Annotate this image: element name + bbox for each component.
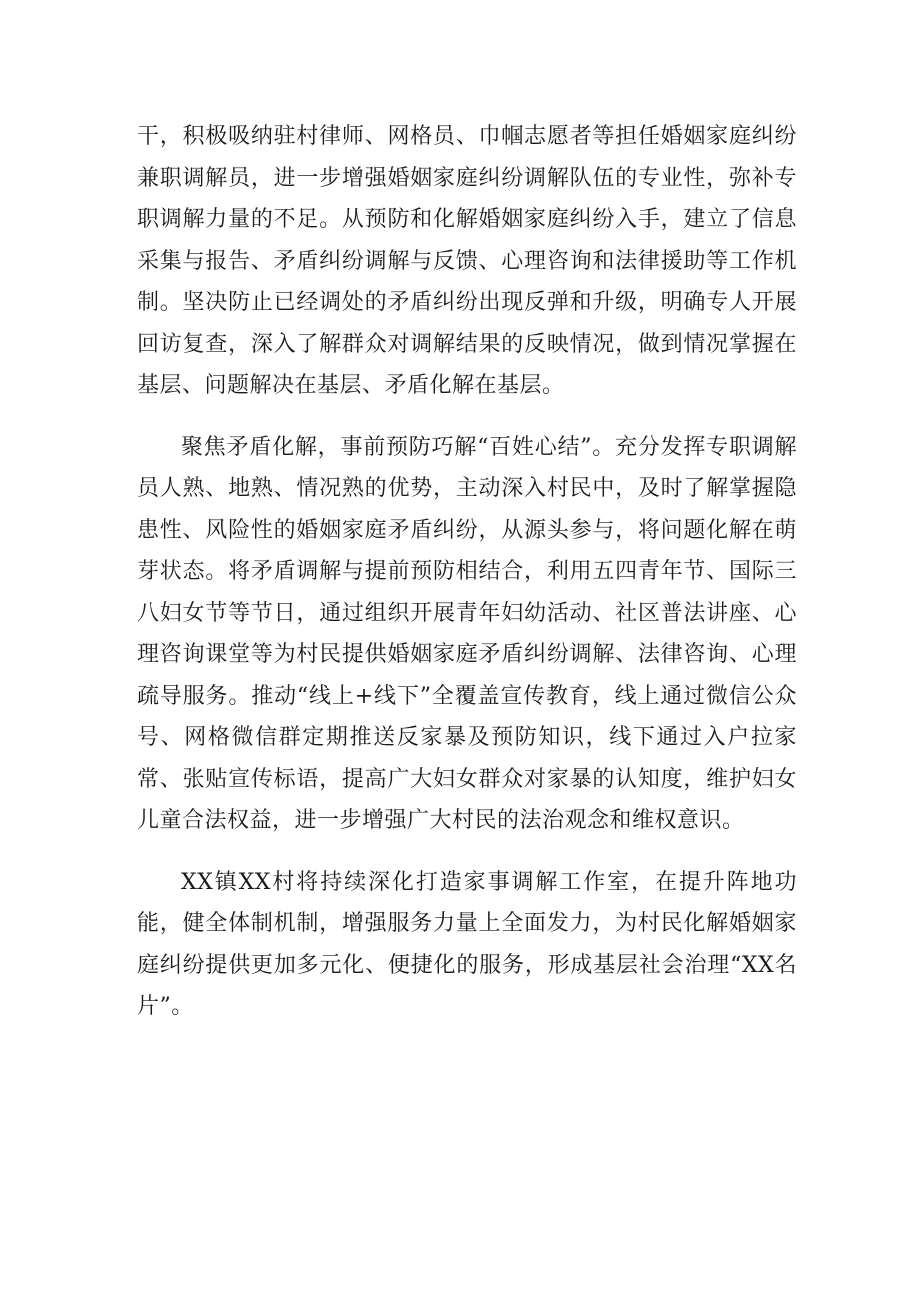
paragraph-conclusion: XX镇XX村将持续深化打造家事调解工作室，在提升阵地功能，健全体制机制，增强服务力量上全面发力，为村民化解婚姻家庭纠纷提供更加多元化、便捷化的服务，形成基层社会治理“XX名片”。 — [137, 869, 797, 1019]
document-body — [137, 116, 797, 1028]
paragraph-continued: 干，积极吸纳驻村律师、网格员、巾帼志愿者等担任婚姻家庭纠纷兼职调解员，进一步增强婚姻家庭纠纷调解队伍的专业性，弥补专职调解力量的不足。从预防和化解婚姻家庭纠纷入手，建立了信息采集与报告、矛盾纠纷调解与反馈、心理咨询和法律援助等工作机制。坚决防止已经调处的矛盾纠纷出现反弹和升级，明确专人开展回访复查，深入了解群众对调解结果的反映情况，做到情况掌握在基层、问题解决在基层、矛盾化解在基层。 — [137, 124, 797, 398]
paragraph-conflict-resolution: 聚焦矛盾化解，事前预防巧解“百姓心结”。充分发挥专职调解员人熟、地熟、情况熟的优势，主动深入村民中，及时了解掌握隐患性、风险性的婚姻家庭矛盾纠纷，从源头参与，将问题化解在萌芽状态。将矛盾调解与提前预防相结合，利用五四青年节、国际三八妇女节等节日，通过组织开展青年妇幼活动、社区普法讲座、心理咨询课堂等为村民提供婚姻家庭矛盾纠纷调解、法律咨询、心理疏导服务。推动“线上+线下”全覆盖宣传教育，线上通过微信公众号、网格微信群定期推送反家暴及预防知识，线下通过入户拉家常、张贴宣传标语，提高广大妇女群众对家暴的认知度，维护妇女儿童合法权益，进一步增强广大村民的法治观念和维权意识。 — [137, 434, 797, 833]
